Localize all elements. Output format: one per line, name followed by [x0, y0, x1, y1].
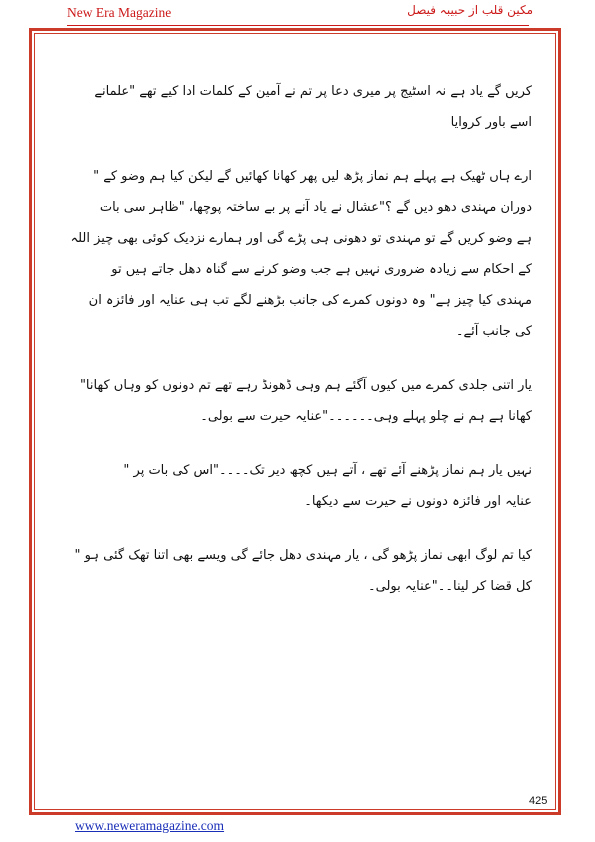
page-number: 425	[529, 795, 548, 807]
paragraph	[62, 76, 532, 138]
paragraph	[62, 370, 532, 432]
magazine-name: New Era Magazine	[67, 5, 172, 20]
story-text	[62, 76, 532, 625]
paragraph	[62, 161, 532, 347]
text-line: کیا تم لوگ ابھی نماز پڑھو گی ، یار مہندی دھل جائے گی ویسے بھی اتنا تھک گئی ہو "	[74, 548, 532, 563]
text-line: عنایہ اور فائزہ دونوں نے حیرت سے دیکھا۔	[304, 494, 532, 509]
text-line: اسے باور کروایا	[450, 115, 532, 130]
text-line: ہے وضو کریں گے تو مہندی تو دھونی ہی پڑے گی اور ہمارے نزدیک کوئی بھی چیز اللہ	[70, 231, 532, 246]
text-line: نہیں یار ہم نماز پڑھنے آئے تھے ، آتے ہیں کچھ دیر تک۔۔۔۔"اس کی بات پر "	[123, 463, 532, 478]
text-line: مہندی کیا چیز ہے" وہ دونوں کمرے کی جانب بڑھنے لگے تب ہی عنایہ اور فائزہ ان	[88, 293, 532, 308]
text-line: کی جانب آئے۔	[455, 324, 532, 339]
text-line: کے احکام سے زیادہ ضروری نہیں ہے جب وضو کرنے سے گناہ دھل جاتے ہیں تو	[111, 262, 532, 277]
text-line: دوران مہندی دھو دیں گے ؟"عشال نے یاد آنے پر بے ساختہ پوچھا، "ظاہر سی بات	[99, 200, 532, 215]
paragraph	[62, 455, 532, 517]
story-title: مکین قلب از حبیبہ فیصل	[407, 3, 533, 17]
text-line: کل قضا کر لینا۔۔"عنایہ بولی۔	[368, 579, 532, 594]
text-line: کریں گے یاد ہے نہ اسٹیج پر میری دعا پر تم نے آمین کے کلمات ادا کیے تھے "علمانے	[94, 84, 532, 99]
paragraph	[62, 540, 532, 602]
text-line: کھانا ہے ہم نے چلو پہلے وہی۔۔۔۔۔۔"عنایہ حیرت سے بولی۔	[200, 409, 532, 424]
header-divider	[67, 25, 529, 26]
text-line: یار اتنی جلدی کمرے میں کیوں آگئے ہم وہی ڈھونڈ رہے تھے تم دونوں کو وہاں کھانا"	[79, 378, 532, 393]
website-link[interactable]: www.neweramagazine.com	[75, 818, 225, 833]
text-line: ارے ہاں ٹھیک ہے پہلے ہم نماز پڑھ لیں پھر کھانا کھائیں گے لیکن کیا ہم وضو کے "	[93, 169, 532, 184]
